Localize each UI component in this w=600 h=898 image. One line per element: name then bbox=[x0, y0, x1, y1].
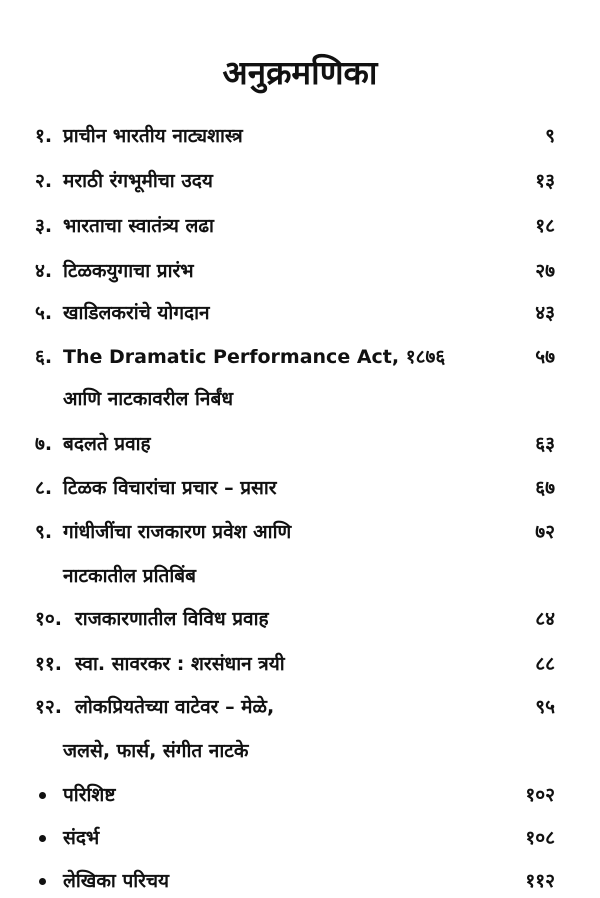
toc-entry-5 bbox=[35, 298, 565, 328]
entry-title-continued: नाटकातील प्रतिबिंब bbox=[63, 565, 196, 587]
entry-title: लेखिका परिचय bbox=[63, 870, 170, 892]
entry-title: गांधीजींचा राजकारण प्रवेश आणि bbox=[63, 521, 292, 543]
entry-page: ८४ bbox=[535, 608, 555, 630]
entry-page: ६३ bbox=[535, 433, 555, 455]
entry-title: लोकप्रियतेच्या वाटेवर – मेळे, bbox=[75, 696, 275, 718]
entry-title-continued: जलसे, फार्स, संगीत नाटके bbox=[63, 740, 249, 762]
entry-title: भारताचा स्वातंत्र्य लढा bbox=[63, 215, 214, 237]
entry-number: ८. bbox=[35, 477, 53, 499]
entry-title: टिळकयुगाचा प्रारंभ bbox=[63, 260, 194, 282]
entry-title: परिशिष्ट bbox=[63, 784, 116, 806]
entry-page: ९५ bbox=[535, 696, 555, 718]
entry-title: स्वा. सावरकर : शरसंधान त्रयी bbox=[75, 653, 285, 675]
entry-number: ९. bbox=[35, 521, 53, 543]
entry-page: १०८ bbox=[525, 827, 555, 849]
appendix-entry-3 bbox=[35, 866, 565, 896]
entry-title: संदर्भ bbox=[63, 827, 100, 849]
entry-number: ११. bbox=[35, 653, 62, 675]
entry-page: २७ bbox=[535, 260, 555, 282]
entry-page: ८८ bbox=[535, 653, 555, 675]
bullet-icon bbox=[39, 835, 46, 842]
toc-entry-9 bbox=[35, 517, 565, 587]
toc-entry-1 bbox=[35, 121, 565, 151]
toc-entry-8 bbox=[35, 473, 565, 503]
entry-page: १८ bbox=[535, 215, 555, 237]
entry-page: ५७ bbox=[535, 346, 555, 368]
toc-entry-3 bbox=[35, 211, 565, 241]
entry-title: बदलते प्रवाह bbox=[63, 433, 151, 455]
entry-title: The Dramatic Performance Act, १८७६ bbox=[63, 346, 446, 368]
toc-entry-12 bbox=[35, 692, 565, 762]
bullet-icon bbox=[39, 792, 46, 799]
toc-entry-4 bbox=[35, 256, 565, 286]
entry-page: ४३ bbox=[535, 302, 555, 324]
entry-title-continued: आणि नाटकावरील निर्बंध bbox=[63, 388, 233, 410]
toc-entry-2 bbox=[35, 166, 565, 196]
entry-number: ५. bbox=[35, 302, 53, 324]
entry-page: ६७ bbox=[535, 477, 555, 499]
entry-title: प्राचीन भारतीय नाट्यशास्त्र bbox=[63, 125, 243, 147]
entry-title: मराठी रंगभूमीचा उदय bbox=[63, 170, 213, 192]
entry-number: १. bbox=[35, 125, 53, 147]
entry-title: राजकारणातील विविध प्रवाह bbox=[75, 608, 269, 630]
entry-title: खाडिलकरांचे योगदान bbox=[63, 302, 210, 324]
bullet-icon bbox=[39, 878, 46, 885]
entry-number: ३. bbox=[35, 215, 53, 237]
entry-number: ६. bbox=[35, 346, 53, 368]
entry-page: १०२ bbox=[525, 784, 555, 806]
appendix-entry-1 bbox=[35, 780, 565, 810]
appendix-entry-2 bbox=[35, 823, 565, 853]
toc-entry-6 bbox=[35, 342, 565, 410]
entry-page: ९ bbox=[545, 125, 555, 147]
entry-number: ४. bbox=[35, 260, 53, 282]
toc-entry-10 bbox=[35, 604, 565, 634]
entry-page: १३ bbox=[535, 170, 555, 192]
entry-number: १२. bbox=[35, 696, 62, 718]
page-title: अनुक्रमणिका bbox=[222, 53, 378, 92]
toc-entry-11 bbox=[35, 649, 565, 679]
entry-number: २. bbox=[35, 170, 53, 192]
entry-page: ११२ bbox=[525, 870, 555, 892]
entry-number: १०. bbox=[35, 608, 62, 630]
entry-number: ७. bbox=[35, 433, 53, 455]
entry-title: टिळक विचारांचा प्रचार – प्रसार bbox=[63, 477, 277, 499]
entry-page: ७२ bbox=[535, 521, 555, 543]
toc-entry-7 bbox=[35, 429, 565, 459]
